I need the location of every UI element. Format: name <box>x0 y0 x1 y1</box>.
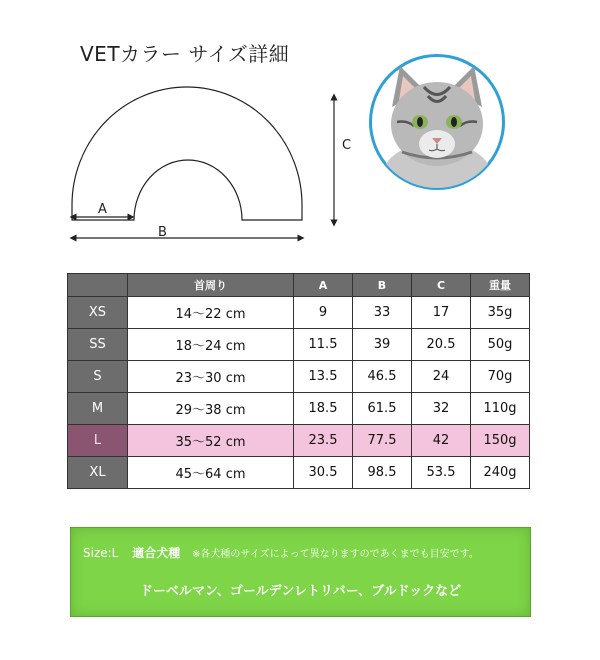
neck-cell: 45～64 cm <box>128 457 294 489</box>
table-row <box>68 361 530 393</box>
neck-cell: 23～30 cm <box>128 361 294 393</box>
c-cell: 17 <box>412 297 471 329</box>
note-disclaimer: ※各犬種のサイズによって異なりますのであくまでも目安です。 <box>192 549 479 560</box>
header-c: C <box>412 274 471 297</box>
table-row <box>68 297 530 329</box>
c-cell: 42 <box>412 425 471 457</box>
note-size-label: Size:L <box>83 546 119 560</box>
label-a: A <box>98 202 107 217</box>
b-cell: 98.5 <box>353 457 412 489</box>
weight-cell: 70g <box>471 361 530 393</box>
b-cell: 61.5 <box>353 393 412 425</box>
breed-note-box <box>70 527 531 617</box>
a-cell: 23.5 <box>294 425 353 457</box>
note-first-line <box>83 544 479 561</box>
label-b: B <box>158 225 167 240</box>
c-cell: 24 <box>412 361 471 393</box>
size-cell: SS <box>68 329 128 361</box>
note-breed-list: ドーベルマン、ゴールデンレトリバー、ブルドックなど <box>139 584 462 599</box>
c-cell: 53.5 <box>412 457 471 489</box>
size-cell: L <box>68 425 128 457</box>
a-cell: 9 <box>294 297 353 329</box>
weight-cell: 240g <box>471 457 530 489</box>
size-cell: S <box>68 361 128 393</box>
a-cell: 13.5 <box>294 361 353 393</box>
c-cell: 20.5 <box>412 329 471 361</box>
table-row <box>68 393 530 425</box>
header-corner <box>68 274 128 297</box>
c-cell: 32 <box>412 393 471 425</box>
table-row <box>68 329 530 361</box>
page-title: VETカラー サイズ詳細 <box>80 42 290 66</box>
b-cell: 39 <box>353 329 412 361</box>
neck-cell: 14～22 cm <box>128 297 294 329</box>
neck-cell: 35～52 cm <box>128 425 294 457</box>
a-cell: 30.5 <box>294 457 353 489</box>
table-row-highlighted <box>68 425 530 457</box>
note-breed-label: 適合犬種 <box>132 546 181 560</box>
a-cell: 18.5 <box>294 393 353 425</box>
header-weight: 重量 <box>471 274 530 297</box>
neck-cell: 29～38 cm <box>128 393 294 425</box>
weight-cell: 35g <box>471 297 530 329</box>
weight-cell: 50g <box>471 329 530 361</box>
b-cell: 33 <box>353 297 412 329</box>
size-cell: XS <box>68 297 128 329</box>
neck-cell: 18～24 cm <box>128 329 294 361</box>
b-cell: 46.5 <box>353 361 412 393</box>
size-cell: M <box>68 393 128 425</box>
a-cell: 11.5 <box>294 329 353 361</box>
header-a: A <box>294 274 353 297</box>
size-table <box>67 273 530 489</box>
size-cell: XL <box>68 457 128 489</box>
header-neck: 首周り <box>128 274 294 297</box>
weight-cell: 110g <box>471 393 530 425</box>
table-row <box>68 457 530 489</box>
label-c: C <box>342 138 352 153</box>
weight-cell: 150g <box>471 425 530 457</box>
cat-photo-icon <box>362 52 512 192</box>
header-b: B <box>353 274 412 297</box>
collar-outline <box>72 87 302 220</box>
table-header-row <box>68 274 530 297</box>
b-cell: 77.5 <box>353 425 412 457</box>
